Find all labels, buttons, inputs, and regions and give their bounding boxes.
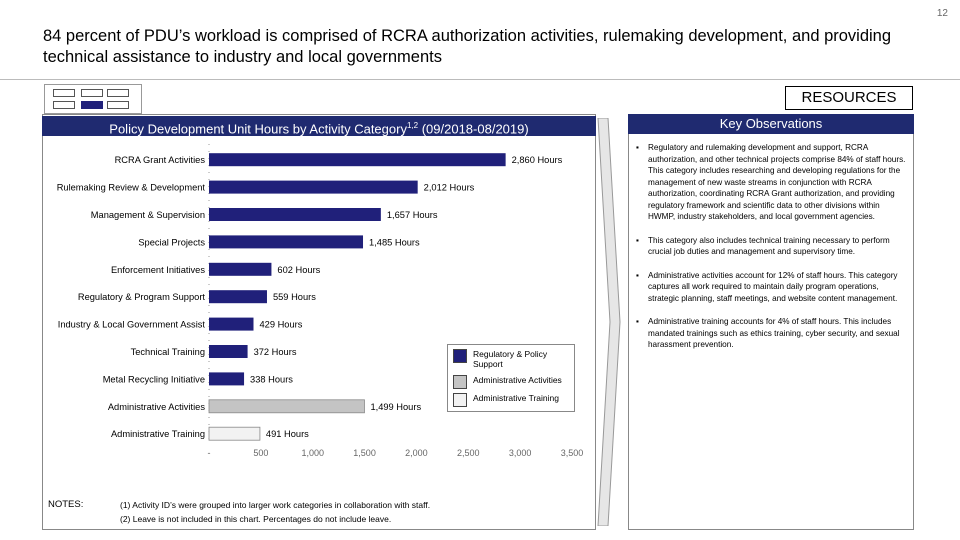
x-tick-label: 500 <box>253 448 269 458</box>
legend-label: Administrative Activities <box>473 375 562 385</box>
bar-value-label: 2,860 Hours <box>511 155 563 166</box>
org-chart-thumbnail-icon <box>44 84 142 114</box>
bar-value-label: 1,485 Hours <box>369 237 420 248</box>
org-box-icon <box>81 89 103 97</box>
chart-title <box>42 116 596 136</box>
legend-label: Administrative Training <box>473 393 559 403</box>
observation-text: Regulatory and rulemaking development and support, RCRA authorization, and other technical projects comprise 84% of staff hours. This category includes researching and developing regulations for the management of new waste streams in conjunction with RCRA authorization, coordinating RCRA Grant authorization, and providing regulatory framework and scientific data to other divisions within HWMP, industry stakeholders, and local government agencies. <box>648 143 906 221</box>
bar <box>209 181 418 194</box>
observation-item <box>636 270 906 305</box>
bar <box>209 290 267 303</box>
bar <box>209 400 364 413</box>
x-tick-label: 2,000 <box>405 448 428 458</box>
x-tick-label: 3,500 <box>560 448 584 458</box>
chevron-right-icon <box>596 118 622 526</box>
bar <box>209 208 381 221</box>
bar-value-label: 338 Hours <box>250 374 293 385</box>
bar-value-label: 2,012 Hours <box>423 182 475 193</box>
legend-item-administrative <box>453 375 562 389</box>
chart-title-period: (09/2018-08/2019) <box>421 121 529 137</box>
observation-text: Administrative training accounts for 4% of staff hours. This includes mandated trainings such as ethics training, cyber security, and sexual harassment prevention. <box>648 317 900 349</box>
category-label: Industry & Local Government Assist <box>57 319 205 330</box>
bullet-icon: ▪ <box>636 270 639 280</box>
bar <box>209 263 271 276</box>
bar <box>209 153 506 166</box>
category-label: Technical Training <box>130 347 205 357</box>
org-box-highlighted-icon <box>81 101 103 109</box>
bar-value-label: 1,499 Hours <box>370 401 422 412</box>
observation-text: This category also includes technical training necessary to perform crucial job duties and management and supervisory time. <box>648 235 890 256</box>
observation-item <box>636 142 906 223</box>
note-item: (2) Leave is not included in this chart. Percentages do not include leave. <box>120 514 392 524</box>
title-divider <box>0 79 960 80</box>
org-box-icon <box>107 101 129 109</box>
observation-item <box>636 235 906 258</box>
org-box-icon <box>107 89 129 97</box>
org-box-icon <box>53 101 75 109</box>
x-tick-label: 1,000 <box>301 448 324 458</box>
legend-item-regulatory <box>453 349 563 369</box>
category-label: Management & Supervision <box>90 210 205 220</box>
category-label: Enforcement Initiatives <box>110 264 205 275</box>
legend-swatch-regulatory <box>453 349 467 363</box>
page-number: 12 <box>936 8 948 19</box>
category-label: Administrative Activities <box>107 401 205 412</box>
bar <box>209 427 260 440</box>
note-item: (1) Activity ID’s were grouped into larger work categories in collaboration with staff. <box>120 500 431 510</box>
bar-value-label: 372 Hours <box>253 347 297 357</box>
category-label: Regulatory & Program Support <box>77 292 205 303</box>
bullet-icon: ▪ <box>636 317 639 326</box>
chart-title-superscript: 1,2 <box>406 121 419 130</box>
bar-value-label: 602 Hours <box>277 264 321 275</box>
x-tick-label: 2,500 <box>457 448 480 458</box>
category-label: Metal Recycling Initiative <box>102 374 205 385</box>
bullet-icon: ▪ <box>636 143 639 152</box>
category-label: Special Projects <box>138 237 205 248</box>
legend-label: Regulatory & Policy Support <box>473 349 548 369</box>
resources-label: RESOURCES <box>785 86 913 110</box>
observations-title: Key Observations <box>628 114 914 134</box>
bar <box>209 372 244 385</box>
category-label: Administrative Training <box>110 429 205 440</box>
page-title: 84 percent of PDU’s workload is comprised of RCRA authorization activities, rulemaking development, and providing technical assistance to industry and local governments <box>43 27 892 66</box>
notes-label: NOTES: <box>48 499 84 510</box>
legend-swatch-training <box>453 393 467 407</box>
bullet-icon: ▪ <box>636 235 639 245</box>
observation-item <box>636 316 906 351</box>
bar <box>209 235 363 248</box>
bar-value-label: 429 Hours <box>259 319 303 330</box>
category-label: Rulemaking Review & Development <box>56 182 205 193</box>
category-label: RCRA Grant Activities <box>114 155 205 166</box>
org-box-icon <box>53 89 75 97</box>
observation-text: Administrative activities account for 12% of staff hours. This category captures all work required to maintain daily program operations, strategic planning, staff meetings, and website content management. <box>648 270 898 303</box>
x-tick-label: 3,000 <box>508 448 532 458</box>
bar <box>209 345 248 358</box>
legend-item-training <box>453 393 559 407</box>
bar-value-label: 559 Hours <box>272 292 316 303</box>
chart-legend <box>447 344 575 412</box>
chart-title-text: Policy Development Unit Hours by Activity Category <box>109 121 407 137</box>
x-tick-label: 1,500 <box>353 448 376 458</box>
x-tick-label: - <box>207 448 211 458</box>
bar <box>209 318 253 331</box>
bar-value-label: 1,657 Hours <box>386 210 438 220</box>
legend-swatch-administrative <box>453 375 467 389</box>
observations-list <box>636 142 906 363</box>
bar-value-label: 491 Hours <box>265 429 309 440</box>
